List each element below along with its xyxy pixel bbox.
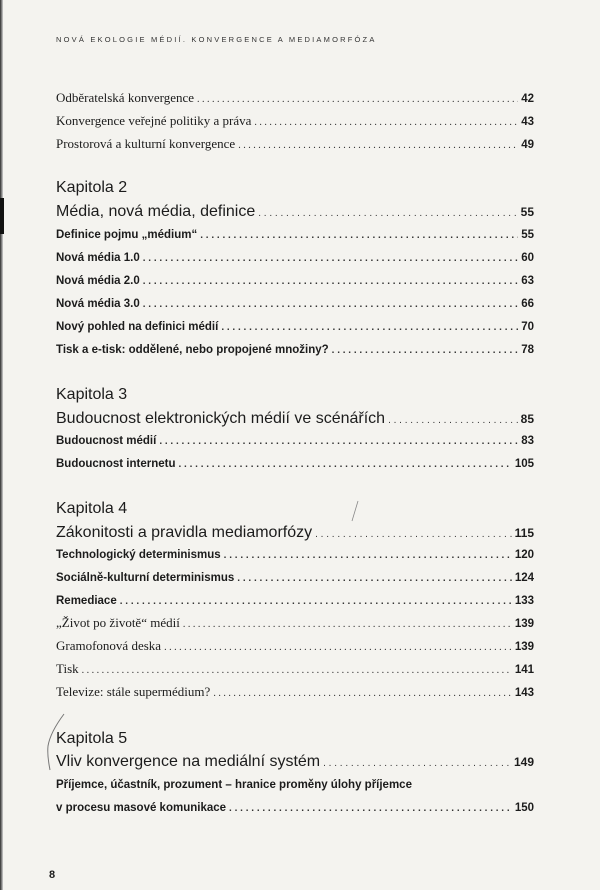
dot-leader bbox=[388, 411, 518, 431]
toc-entry[interactable] bbox=[56, 593, 534, 610]
chapter-heading[interactable] bbox=[56, 202, 534, 224]
entry-title: Remediace bbox=[56, 595, 117, 607]
dot-leader bbox=[164, 640, 512, 656]
chapter-title: Zákonitosti a pravidla mediamorfózy bbox=[56, 524, 313, 541]
entry-page: 150 bbox=[514, 802, 534, 814]
dot-leader bbox=[143, 251, 518, 267]
dot-leader bbox=[224, 548, 512, 564]
dot-leader bbox=[221, 320, 518, 336]
toc-entry[interactable] bbox=[56, 227, 534, 244]
chapter-title: Vliv konvergence na mediální systém bbox=[56, 753, 321, 770]
entry-title: Sociálně-kulturní determinismus bbox=[56, 572, 235, 584]
entry-page: 124 bbox=[514, 572, 534, 584]
toc-entry[interactable] bbox=[56, 570, 534, 587]
dot-leader bbox=[258, 204, 517, 224]
dot-leader bbox=[183, 617, 512, 633]
entry-page: 139 bbox=[514, 618, 534, 630]
running-head: NOVÁ EKOLOGIE MÉDIÍ. KONVERGENCE A MEDIAMORFÓZA bbox=[56, 35, 377, 44]
entry-page: 143 bbox=[514, 687, 534, 699]
dot-leader bbox=[237, 571, 512, 587]
toc-entry[interactable] bbox=[56, 800, 534, 817]
entry-title: v procesu masové komunikace bbox=[56, 802, 227, 814]
dot-leader bbox=[197, 92, 518, 108]
entry-title: Budoucnost internetu bbox=[56, 458, 176, 470]
entry-title: Budoucnost médií bbox=[56, 435, 157, 447]
toc-entry[interactable] bbox=[56, 433, 534, 450]
dot-leader bbox=[120, 594, 512, 610]
toc-subentry[interactable] bbox=[56, 684, 534, 702]
dot-leader bbox=[213, 686, 512, 702]
pencil-mark bbox=[350, 500, 360, 522]
chapter-page: 115 bbox=[514, 526, 534, 540]
toc-subentry[interactable] bbox=[56, 615, 534, 633]
chapter-page: 85 bbox=[520, 412, 534, 426]
dot-leader bbox=[315, 525, 512, 545]
entry-page: 43 bbox=[521, 116, 534, 128]
toc-entry[interactable] bbox=[56, 296, 534, 313]
entry-page: 83 bbox=[521, 435, 534, 447]
chapter-label: Kapitola 5 bbox=[56, 730, 128, 747]
entry-page: 55 bbox=[521, 229, 534, 241]
entry-page: 139 bbox=[514, 641, 534, 653]
chapter-title: Budoucnost elektronických médií ve scénářích bbox=[56, 410, 386, 427]
entry-page: 78 bbox=[521, 344, 534, 356]
entry-title: Gramofonová deska bbox=[56, 638, 162, 653]
entry-title: Televize: stále supermédium? bbox=[56, 684, 211, 699]
scan-mark bbox=[0, 198, 4, 234]
toc-entry[interactable] bbox=[56, 342, 534, 359]
entry-title: Konvergence veřejné politiky a práva bbox=[56, 113, 252, 128]
toc-entry[interactable] bbox=[56, 90, 534, 108]
toc-subentry[interactable] bbox=[56, 638, 534, 656]
entry-page: 42 bbox=[521, 93, 534, 105]
entry-title: Tisk a e-tisk: oddělené, nebo propojené množiny? bbox=[56, 344, 329, 356]
dot-leader bbox=[254, 115, 518, 131]
dot-leader bbox=[200, 228, 518, 244]
dot-leader bbox=[82, 663, 512, 679]
chapter-heading[interactable] bbox=[56, 523, 534, 545]
toc-entry[interactable] bbox=[56, 136, 534, 154]
entry-title: Nová média 1.0 bbox=[56, 252, 140, 264]
toc-entry[interactable] bbox=[56, 547, 534, 564]
entry-title: Odběratelská konvergence bbox=[56, 90, 195, 105]
dot-leader bbox=[143, 274, 518, 290]
chapter-heading[interactable] bbox=[56, 409, 534, 431]
entry-page: 105 bbox=[514, 458, 534, 470]
chapter-label: Kapitola 4 bbox=[56, 500, 128, 517]
entry-page: 70 bbox=[521, 321, 534, 333]
dot-leader bbox=[238, 138, 518, 154]
dot-leader bbox=[229, 801, 512, 817]
chapter-label: Kapitola 2 bbox=[56, 179, 128, 196]
toc-entry[interactable] bbox=[56, 319, 534, 336]
toc-entry[interactable] bbox=[56, 113, 534, 131]
entry-title: Technologický determinismus bbox=[56, 549, 221, 561]
toc-entry[interactable] bbox=[56, 250, 534, 267]
dot-leader bbox=[178, 457, 511, 473]
dot-leader bbox=[332, 343, 519, 359]
entry-page: 120 bbox=[514, 549, 534, 561]
entry-title: „Život po životě“ médií bbox=[56, 615, 180, 630]
pencil-mark bbox=[40, 712, 70, 772]
dot-leader bbox=[143, 297, 518, 313]
toc-subentry[interactable] bbox=[56, 661, 534, 679]
entry-page: 66 bbox=[521, 298, 534, 310]
page-number: 8 bbox=[49, 869, 56, 881]
scan-edge bbox=[0, 0, 3, 890]
entry-page: 49 bbox=[521, 139, 534, 151]
dot-leader bbox=[159, 434, 518, 450]
toc-entry[interactable] bbox=[56, 456, 534, 473]
entry-title: Definice pojmu „médium“ bbox=[56, 229, 198, 241]
entry-title: Tisk bbox=[56, 661, 79, 676]
entry-page: 141 bbox=[514, 664, 534, 676]
chapter-heading[interactable] bbox=[56, 752, 534, 774]
toc-entry[interactable] bbox=[56, 273, 534, 290]
entry-page: 63 bbox=[521, 275, 534, 287]
dot-leader bbox=[323, 754, 511, 774]
chapter-page: 55 bbox=[520, 205, 534, 219]
entry-page: 60 bbox=[521, 252, 534, 264]
entry-title: Nová média 2.0 bbox=[56, 275, 140, 287]
chapter-label: Kapitola 3 bbox=[56, 386, 128, 403]
toc-entry-line[interactable]: Příjemce, účastník, prozument – hranice proměny úlohy příjemce bbox=[56, 779, 412, 791]
chapter-title: Média, nová média, definice bbox=[56, 203, 256, 220]
entry-page: 133 bbox=[514, 595, 534, 607]
chapter-page: 149 bbox=[513, 755, 534, 769]
entry-title: Nový pohled na definici médií bbox=[56, 321, 219, 333]
entry-title: Prostorová a kulturní konvergence bbox=[56, 136, 236, 151]
entry-title: Nová média 3.0 bbox=[56, 298, 140, 310]
